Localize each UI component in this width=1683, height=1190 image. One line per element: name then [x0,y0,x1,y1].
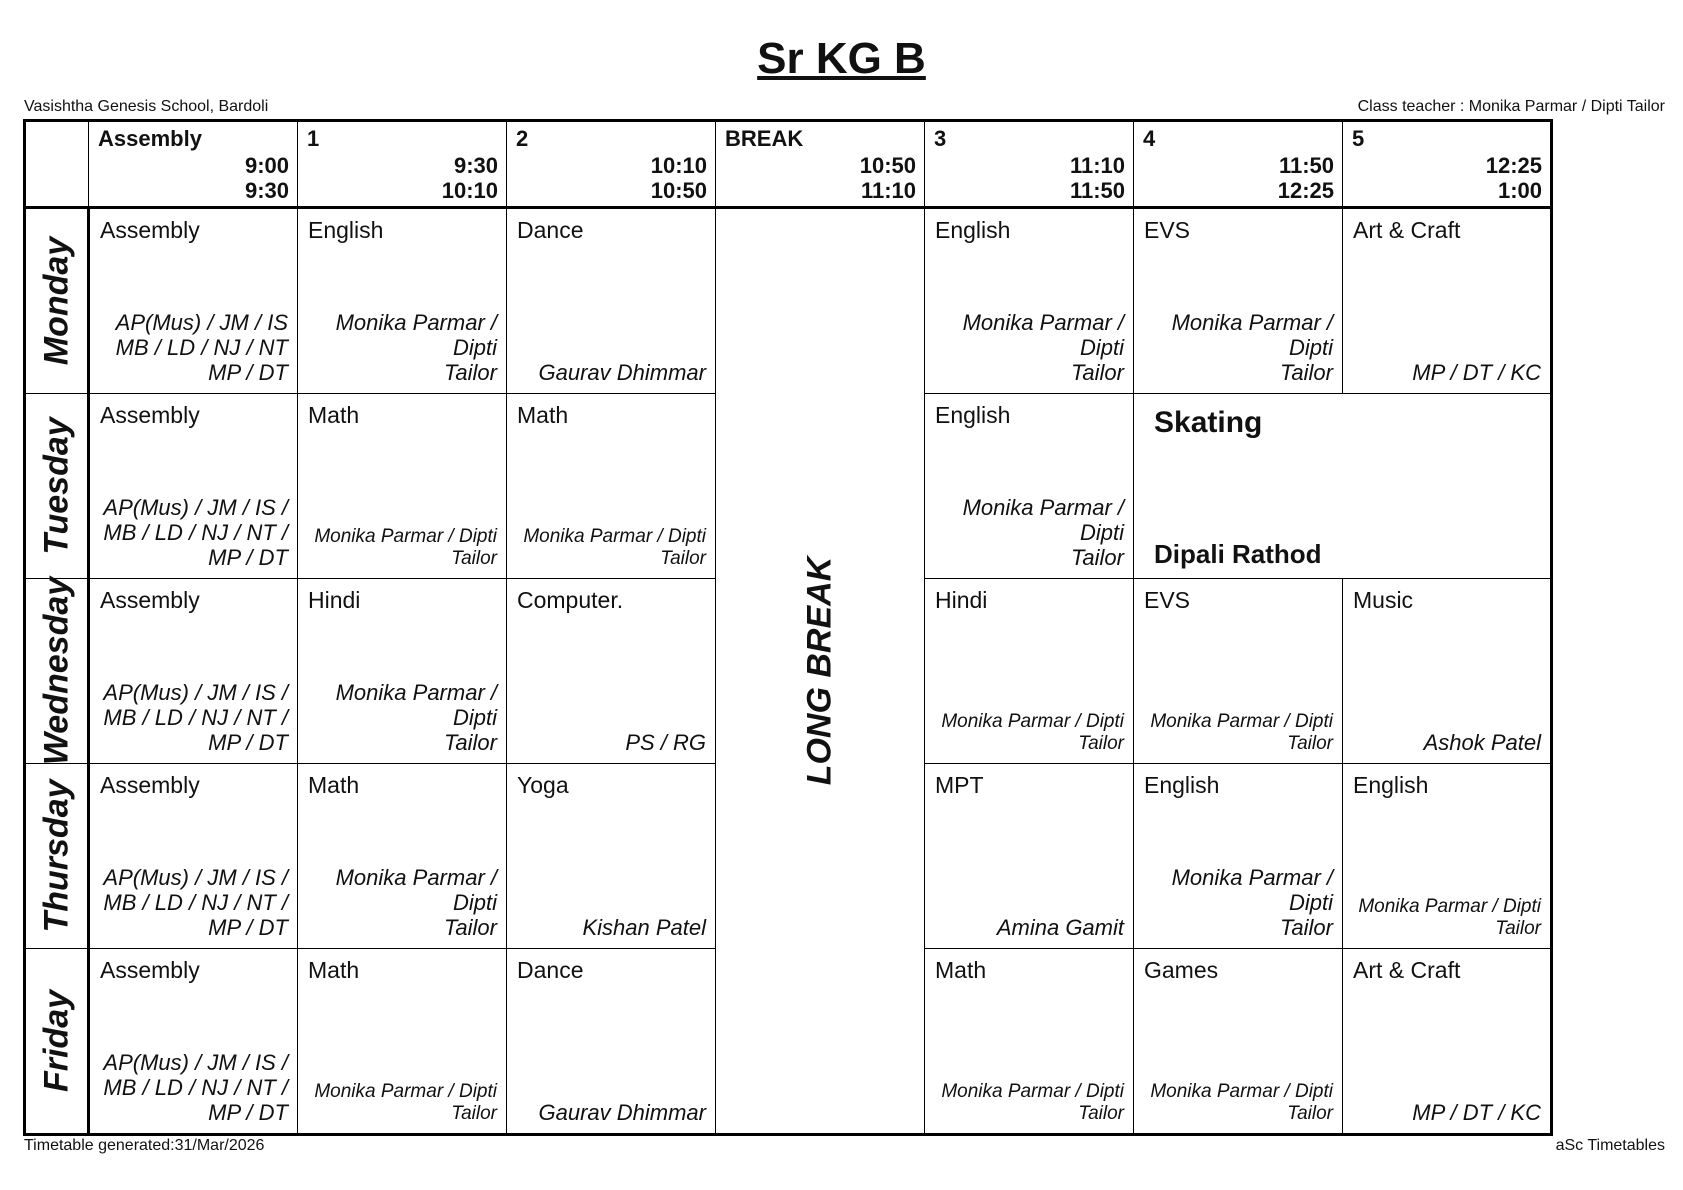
day-name: Thursday [37,779,75,933]
period-start: 12:25 [1485,153,1542,178]
period-start: 9:30 [453,153,498,178]
lesson-cell [1134,949,1343,1135]
lesson-cell [89,394,298,579]
subject: Math [517,402,569,428]
teacher: Kishan Patel [582,915,706,940]
long-break-cell [716,208,925,1135]
class-teacher: Class teacher : Monika Parmar / Dipti Tailor [1357,98,1665,115]
day-name-cell [25,394,89,579]
subject: Assembly [100,587,200,613]
lesson-cell [1134,764,1343,949]
lesson-cell [925,764,1134,949]
subject: EVS [1144,217,1191,243]
teacher: Monika Parmar / Dipti Tailor [335,310,497,385]
subject: Games [1144,957,1219,983]
teacher: Monika Parmar / Dipti Tailor [962,310,1124,385]
teacher: Monika Parmar / Dipti Tailor [314,1081,497,1124]
subject: EVS [1144,587,1191,613]
lesson-cell [925,949,1134,1135]
page-title: Sr KG B [757,34,926,83]
lesson-cell [507,208,716,394]
teacher: Monika Parmar / Dipti Tailor [314,526,497,569]
teacher: PS / RG [625,730,706,755]
subject: Dance [517,217,584,243]
timetable [23,119,1553,1136]
subject: Math [308,402,360,428]
period-label: Assembly [98,126,202,151]
day-name: Tuesday [37,417,75,555]
subject: Art & Craft [1353,957,1461,983]
teacher: Monika Parmar / Dipti Tailor [1150,1081,1333,1124]
period-header-5 [1343,121,1552,208]
subject: Music [1353,587,1414,613]
subject: Art & Craft [1353,217,1461,243]
subject: Assembly [100,402,200,428]
lesson-cell [298,208,507,394]
subject: Math [935,957,987,983]
teacher: Monika Parmar / Dipti Tailor [941,1081,1124,1124]
lesson-cell [298,394,507,579]
subject: Assembly [100,957,200,983]
lesson-cell [1343,764,1552,949]
lesson-cell [298,949,507,1135]
subject: English [935,217,1011,243]
lesson-cell [925,208,1134,394]
subject: Skating [1154,406,1263,439]
lesson-cell [1343,949,1552,1135]
lesson-cell [89,208,298,394]
lesson-cell [89,764,298,949]
period-start: 9:00 [244,153,289,178]
period-header-row [25,121,1552,208]
period-header-3 [925,121,1134,208]
lesson-cell [1134,208,1343,394]
period-label: 3 [934,126,947,151]
day-name: Wednesday [37,576,75,766]
teacher: Monika Parmar / Dipti Tailor [335,680,497,755]
subject: Assembly [100,217,200,243]
subject: English [935,402,1011,428]
teacher: Monika Parmar / Dipti Tailor [962,495,1124,570]
period-start: 11:50 [1278,153,1334,178]
teacher: AP(Mus) / JM / IS / MB / LD / NJ / NT / MP / DT [103,865,288,940]
day-name: Monday [37,236,75,366]
lesson-cell [925,394,1134,579]
period-end: 10:50 [650,178,707,203]
day-row-monday [25,208,1552,394]
lesson-cell [507,579,716,764]
period-start: 10:50 [859,153,916,178]
teacher: Monika Parmar / Dipti Tailor [335,865,497,940]
period-header-2 [507,121,716,208]
teacher: Monika Parmar / Dipti Tailor [1171,865,1333,940]
subject: Yoga [517,772,569,798]
teacher: Ashok Patel [1423,730,1541,755]
period-label: 1 [307,126,320,151]
teacher: MP / DT / KC [1412,360,1541,385]
period-end: 1:00 [1497,178,1542,203]
period-header-assembly [89,121,298,208]
generator-credit: aSc Timetables [1555,1137,1665,1154]
period-end: 10:10 [441,178,498,203]
day-name-cell [25,764,89,949]
lesson-cell [1343,579,1552,764]
teacher: Monika Parmar / Dipti Tailor [523,526,706,569]
period-end: 9:30 [244,178,289,203]
teacher: Monika Parmar / Dipti Tailor [1358,896,1541,939]
teacher: Gaurav Dhimmar [538,1100,706,1125]
lesson-cell [89,579,298,764]
period-label: BREAK [725,126,804,151]
subject: Math [308,957,360,983]
lesson-cell [507,949,716,1135]
period-end: 12:25 [1277,178,1334,203]
teacher: AP(Mus) / JM / IS / MB / LD / NJ / NT / MP / DT [103,1050,288,1125]
period-header-4 [1134,121,1343,208]
school-name: Vasishtha Genesis School, Bardoli [24,98,269,115]
day-name-cell [25,949,89,1135]
corner-cell [25,121,89,208]
period-header-1 [298,121,507,208]
teacher: AP(Mus) / JM / IS / MB / LD / NJ / NT / MP / DT [103,495,288,570]
lesson-cell [298,764,507,949]
subject: Math [308,772,360,798]
lesson-cell [925,579,1134,764]
subject: MPT [935,772,984,798]
day-name-cell [25,576,89,766]
subject: Dance [517,957,584,983]
subject: English [308,217,384,243]
subject: English [1144,772,1220,798]
skating-cell [1134,394,1552,579]
teacher: Dipali Rathod [1154,539,1322,569]
teacher: Monika Parmar / Dipti Tailor [1171,310,1333,385]
lesson-cell [507,394,716,579]
day-name: Friday [37,989,75,1093]
teacher: Amina Gamit [996,915,1124,940]
teacher: AP(Mus) / JM / IS MB / LD / NJ / NT MP / DT [115,310,288,385]
period-label: 5 [1352,126,1365,151]
teacher: AP(Mus) / JM / IS / MB / LD / NJ / NT / MP / DT [103,680,288,755]
period-end: 11:10 [860,178,916,203]
teacher: Monika Parmar / Dipti Tailor [1150,711,1333,754]
subject: Assembly [100,772,200,798]
teacher: Gaurav Dhimmar [538,360,706,385]
teacher: MP / DT / KC [1412,1100,1541,1125]
lesson-cell [1134,579,1343,764]
teacher: Monika Parmar / Dipti Tailor [941,711,1124,754]
period-label: 2 [516,126,529,151]
lesson-cell [507,764,716,949]
generated-date: Timetable generated:31/Mar/2026 [24,1137,265,1154]
period-start: 11:10 [1069,153,1125,178]
subject: Hindi [935,587,988,613]
period-end: 11:50 [1069,178,1125,203]
lesson-cell [1343,208,1552,394]
day-name-cell [25,208,89,394]
subject: Hindi [308,587,361,613]
lesson-cell [298,579,507,764]
period-label: 4 [1143,126,1156,151]
period-start: 10:10 [650,153,707,178]
lesson-cell [89,949,298,1135]
long-break-label: LONG BREAK [800,556,839,786]
subject: Computer. [517,587,624,613]
period-header-break [716,121,925,208]
subject: English [1353,772,1429,798]
